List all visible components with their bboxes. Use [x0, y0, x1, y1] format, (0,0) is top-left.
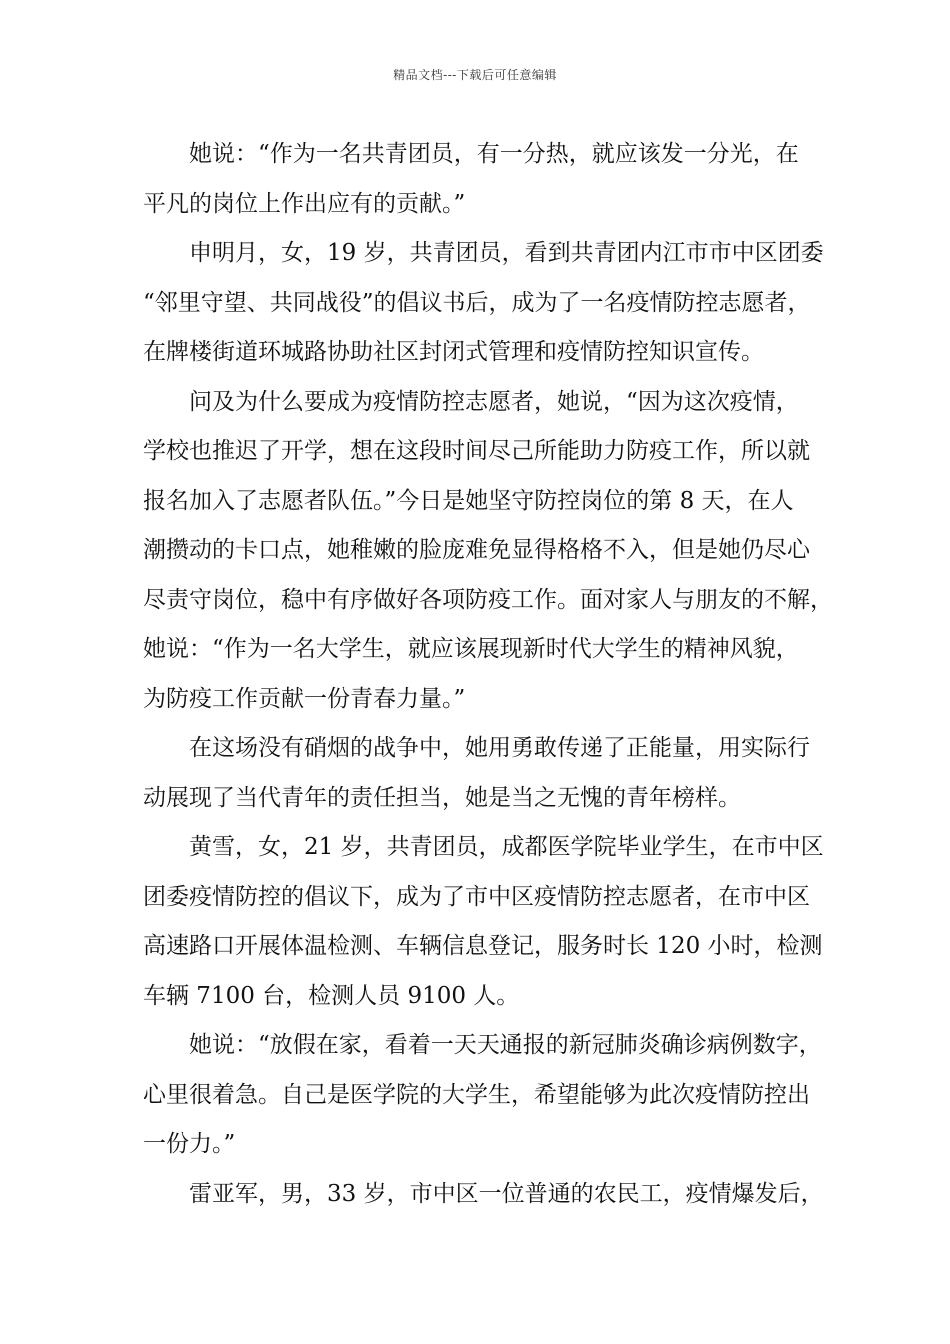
paragraph [143, 229, 824, 378]
paragraph-line: 黄雪，女，21 岁，共青团员，成都医学院毕业学生，在市中区 [189, 834, 824, 860]
paragraph-line: 报名加入了志愿者队伍。”今日是她坚守防控岗位的第 8 天，在人 [143, 487, 794, 514]
paragraph-line: 在这场没有硝烟的战争中，她用勇敢传递了正能量，用实际行 [189, 735, 810, 761]
paragraph-line: 为防疫工作贡献一份青春力量。” [143, 685, 466, 712]
paragraph-line: 她说：“放假在家，看着一天天通报的新冠肺炎确诊病例数字， [189, 1032, 822, 1058]
paragraph [143, 130, 808, 229]
paragraph [143, 724, 808, 823]
paragraph-line: 高速路口开展体温检测、车辆信息登记，服务时长 120 小时，检测 [143, 933, 823, 959]
paragraph-line: 车辆 7100 台，检测人员 9100 人。 [143, 982, 520, 1009]
paragraph-line: 雷亚军，男，33 岁，市中区一位普通的农民工，疫情爆发后， [189, 1180, 824, 1207]
paragraph-line: 尽责守岗位，稳中有序做好各项防疫工作。面对家人与朋友的不解， [143, 586, 833, 613]
paragraph-line: 在牌楼街道环城路协助社区封闭式管理和疫情防控知识宣传。 [143, 339, 764, 365]
paragraph-line: 学校也推迟了开学，想在这段时间尽己所能助力防疫工作，所以就 [143, 438, 810, 464]
paragraph-line: 她说：“作为一名大学生，就应该展现新时代大学生的精神风貌， [143, 636, 799, 662]
paragraph-line: 动展现了当代青年的责任担当，她是当之无愧的青年榜样。 [143, 784, 741, 811]
paragraph-line: 潮攒动的卡口点，她稚嫩的脸庞难免显得格格不入，但是她仍尽心 [143, 537, 810, 563]
paragraph-line: 平凡的岗位上作出应有的贡献。” [143, 190, 466, 217]
paragraph-line: 一份力。” [143, 1131, 236, 1157]
paragraph [143, 1021, 822, 1170]
paragraph-line: 团委疫情防控的倡议下，成为了市中区疫情防控志愿者，在市中区 [143, 883, 810, 910]
paragraph [143, 378, 833, 725]
paragraph [143, 1170, 824, 1220]
paragraph-line: “邻里守望、共同战役”的倡议书后，成为了一名疫情防控志愿者， [143, 289, 811, 316]
page-header: 精品文档---下载后可任意编辑 [393, 68, 557, 82]
paragraph-line: 心里很着急。自己是医学院的大学生，希望能够为此次疫情防控出 [143, 1081, 810, 1108]
paragraph-line: 她说：“作为一名共青团员，有一分热，就应该发一分光，在 [189, 141, 799, 167]
document-body [143, 130, 833, 1219]
paragraph [143, 823, 824, 1021]
paragraph-line: 问及为什么要成为疫情防控志愿者，她说，“因为这次疫情， [189, 388, 799, 415]
paragraph-line: 申明月，女，19 岁，共青团员，看到共青团内江市市中区团委 [189, 240, 824, 266]
